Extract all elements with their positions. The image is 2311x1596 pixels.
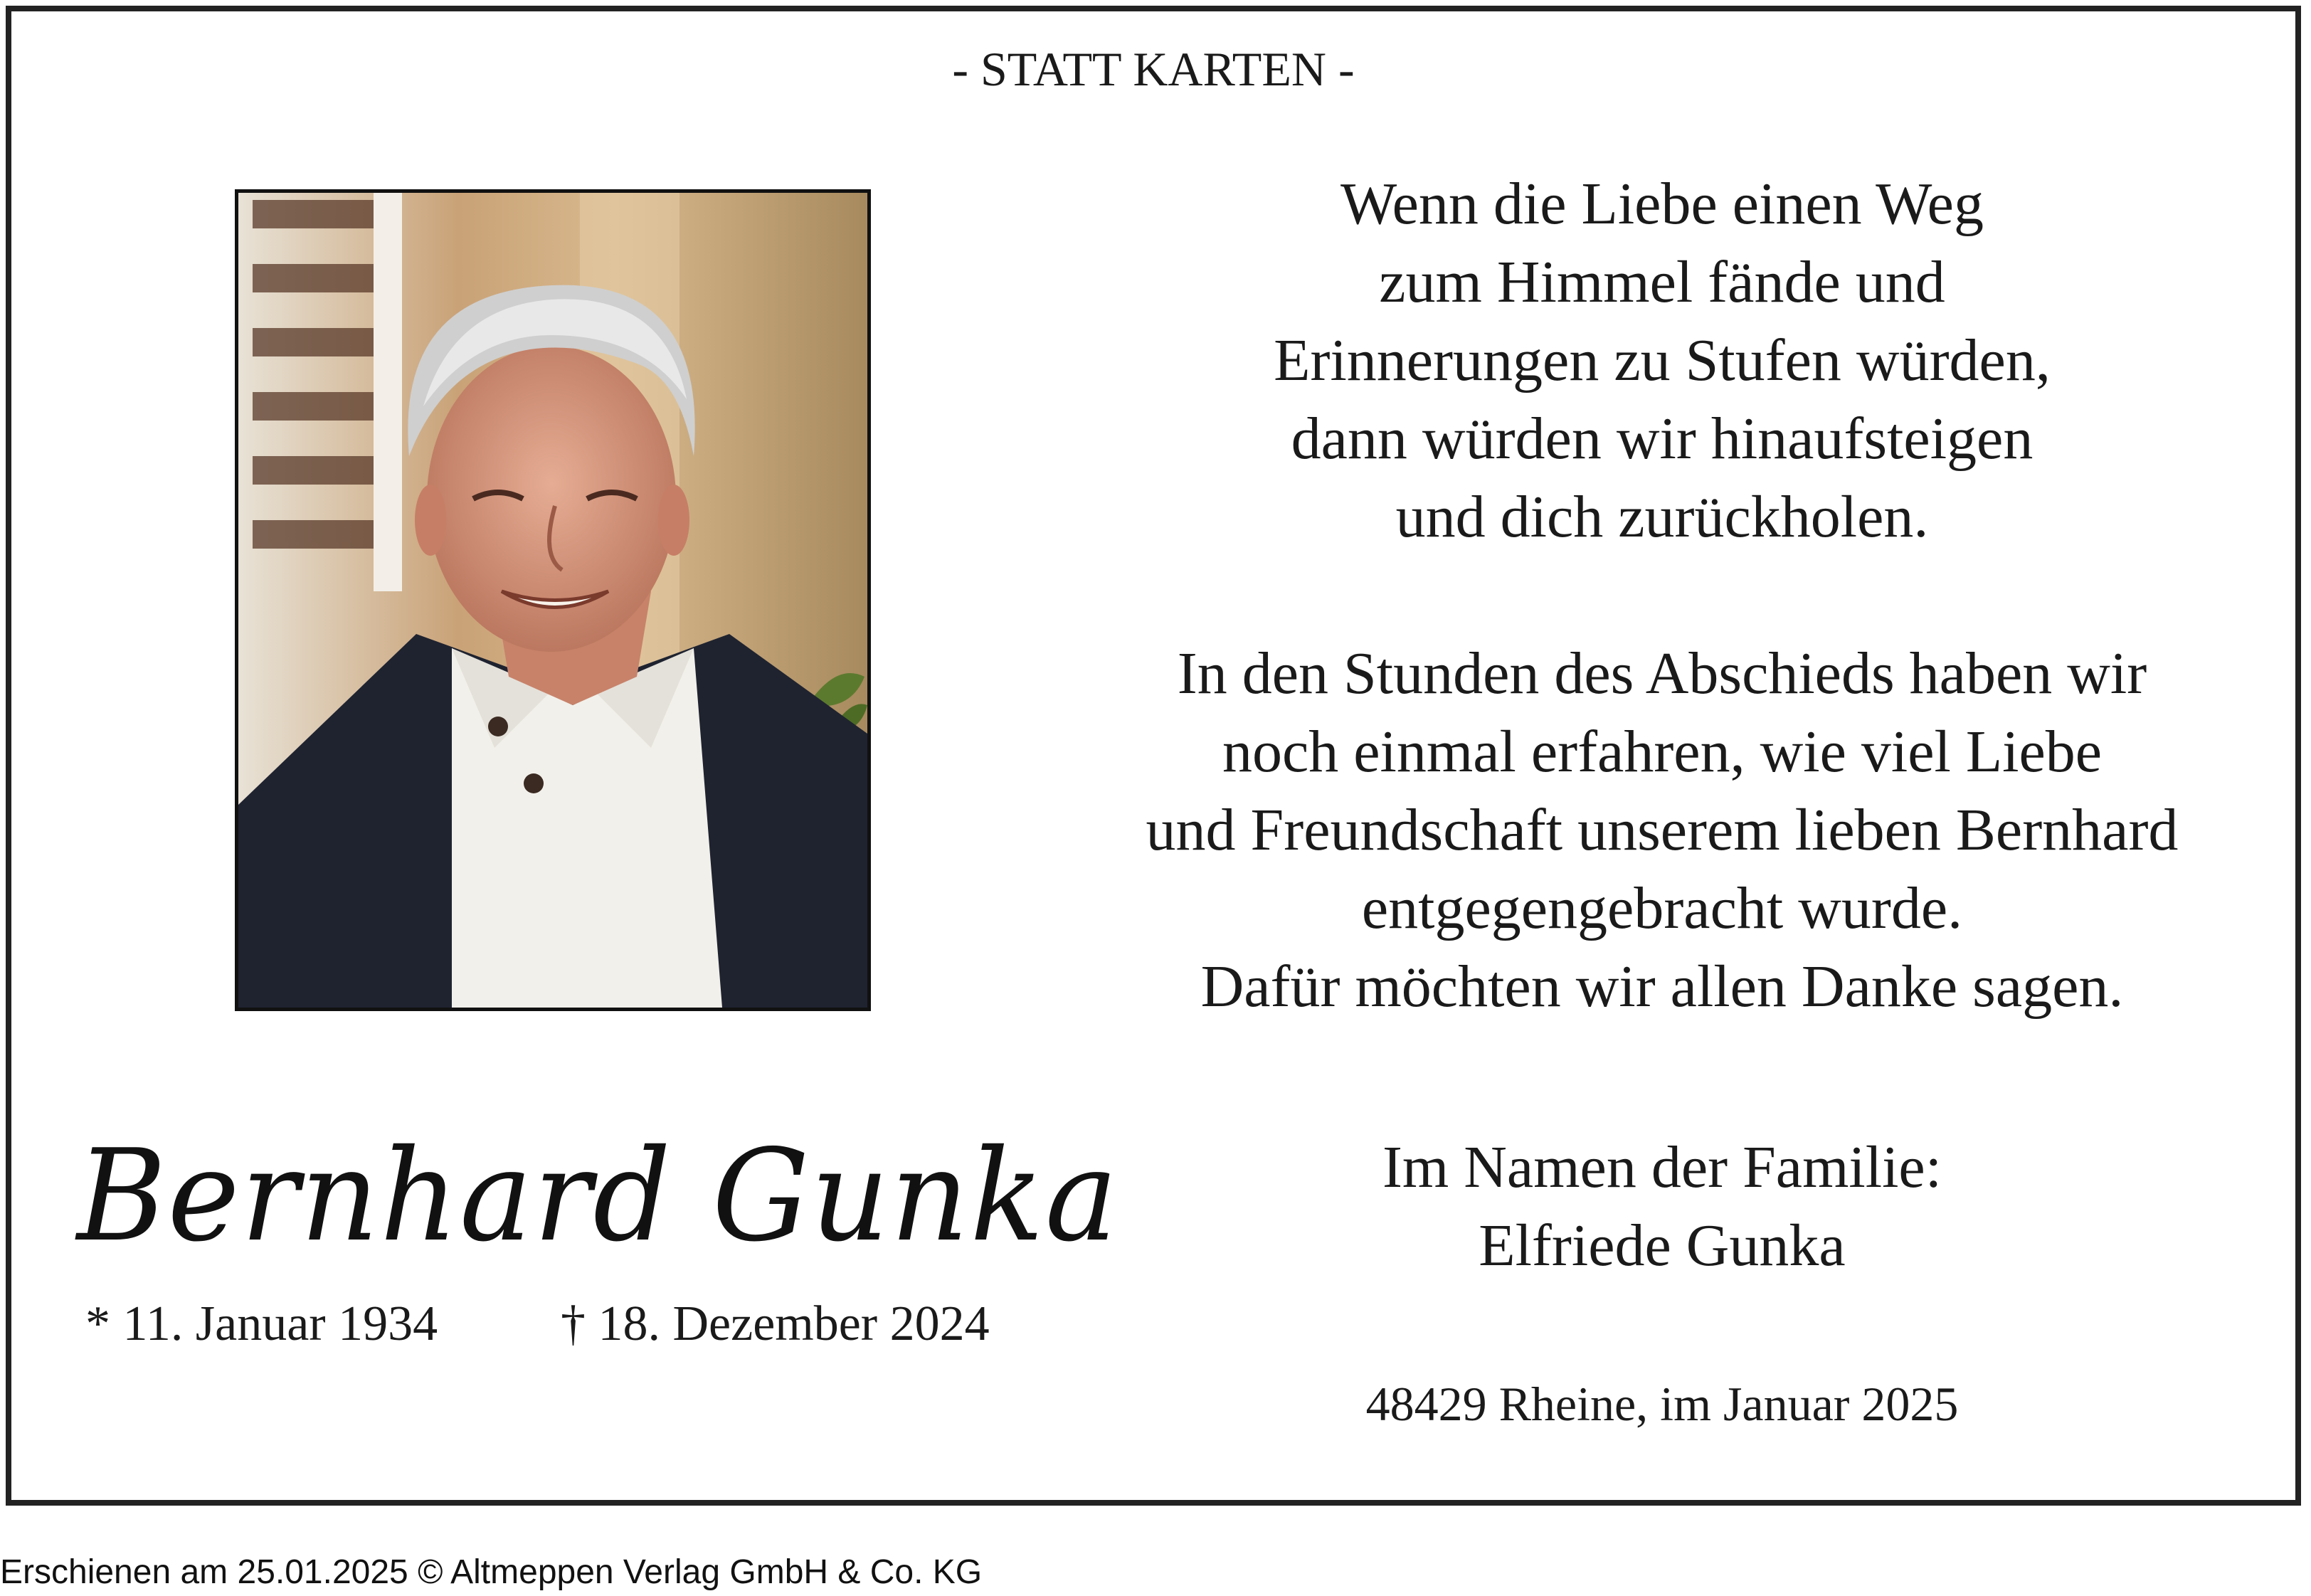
signature-intro: Im Namen der Familie:	[1382, 1134, 1942, 1200]
poem-line: Wenn die Liebe einen Weg	[1340, 171, 1984, 237]
poem-line: und dich zurückholen.	[1395, 484, 1929, 550]
notice-frame	[6, 6, 2301, 1506]
birth-date: * 11. Januar 1934	[85, 1296, 438, 1351]
place-date: 48429 Rheine, im Januar 2025	[1365, 1377, 1959, 1431]
poem-line: zum Himmel fände und	[1379, 249, 1945, 315]
stanza-gap	[1057, 556, 2267, 635]
portrait-photo	[235, 189, 871, 1011]
thanks-line: Dafür möchten wir allen Danke sagen.	[1200, 953, 2124, 1020]
thanks-line: und Freundschaft unserem lieben Bernhard	[1146, 797, 2179, 863]
portrait-illustration	[238, 193, 867, 1008]
poem-line: Erinnerungen zu Stufen würden,	[1274, 327, 2051, 393]
publication-footer: Erschienen am 25.01.2025 © Altmeppen Verlag GmbH & Co. KG	[0, 1553, 983, 1591]
thanks-line: noch einmal erfahren, wie viel Liebe	[1222, 719, 2103, 785]
deceased-name: Bernhard Gunka	[77, 1122, 1119, 1269]
poem	[1057, 165, 2267, 1026]
death-date: † 18. Dezember 2024	[561, 1296, 990, 1351]
signature-name: Elfriede Gunka	[1479, 1212, 1846, 1279]
family-signature	[1057, 1129, 2267, 1285]
poem-line: dann würden wir hinaufsteigen	[1291, 406, 2034, 472]
thanks-line: entgegengebracht wurde.	[1361, 875, 1963, 941]
header-statt-karten: - STATT KARTEN -	[952, 42, 1355, 96]
thanks-line: In den Stunden des Abschieds haben wir	[1177, 640, 2147, 707]
